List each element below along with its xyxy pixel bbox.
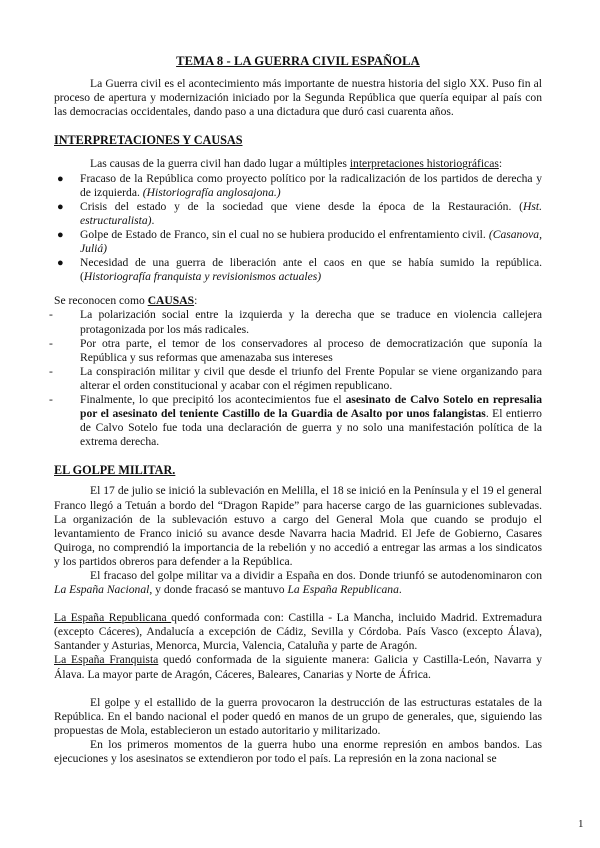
causas-lead-text: Se reconocen como <box>54 294 148 308</box>
dash-icon: - <box>49 308 53 322</box>
list-item-text: Golpe de Estado de Franco, sin el cual no se hubiera producido el enfrentamiento civil. <box>80 227 489 241</box>
paragraph-text: . <box>398 583 402 597</box>
espana-franquista-paragraph <box>54 653 542 681</box>
espana-republicana-paragraph <box>54 611 542 653</box>
lead-colon: : <box>498 157 503 171</box>
list-item-tail: . El entierro de Calvo Sotelo fue toda una declaración de guerra y no solo una manifestación política de la extrema derecha. <box>80 407 542 449</box>
paragraph-text: , y donde fracasó se mantuvo <box>149 583 288 597</box>
list-item-note: Historiografía franquista y revisionismos actuales) <box>83 270 322 284</box>
espana-republicana-text: La España Republicana <box>287 583 399 597</box>
lead-text: Las causas de la guerra civil han dado lugar a múltiples <box>90 157 350 171</box>
paragraph-text: El fracaso del golpe militar va a dividir a España en dos. Donde triunfó se autodenominaron con <box>90 569 542 582</box>
list-item-text: La polarización social entre la izquierda y la derecha que se traduce en violencia callejera protagonizada por los más radicales. <box>80 308 542 336</box>
document-body <box>49 54 542 766</box>
espana-republicana-label: La España Republicana <box>54 611 172 625</box>
calvo-sotelo-bold-text: asesinato de Calvo Sotelo en represalia por el asesinato del teniente Castillo de la Guardia de Asalto por unos falangistas <box>80 392 542 421</box>
page-title: TEMA 8 - LA GUERRA CIVIL ESPAÑOLA <box>176 54 420 68</box>
list-item-text: Finalmente, lo que precipitó los acontecimientos fue el <box>80 392 346 406</box>
golpe-paragraph-3: El golpe y el estallido de la guerra provocaron la destrucción de las estructuras estatales de la República. En el bando nacional el poder quedó en manos de un grupo de generales, que, siguiendo las propuestas de Mola, establecieron un estado autoritario y militarizado. <box>54 695 542 737</box>
espana-nacional-text: La España Nacional <box>54 583 150 597</box>
bullet-icon: ● <box>57 172 64 185</box>
list-item <box>54 256 542 284</box>
list-item <box>49 308 542 336</box>
list-item-note: Hst. estructuralista) <box>80 199 542 227</box>
espana-franquista-label: La España Franquista <box>54 653 159 667</box>
list-item-text: Fracaso de la República como proyecto político por la radicalización de los partidos de derecha y de izquierda. <box>80 171 542 199</box>
section-heading-golpe-militar: EL GOLPE MILITAR. <box>54 463 176 478</box>
list-item-text: Crisis del estado y de la sociedad que viene desde la época de la Restauración. ( <box>80 199 523 213</box>
list-item <box>54 200 542 228</box>
interpretaciones-link-text: interpretaciones historiográficas <box>349 157 499 171</box>
dash-icon: - <box>49 364 53 378</box>
golpe-paragraph-2 <box>54 569 542 597</box>
list-item-note: (Historiografía anglosajona.) <box>142 185 281 199</box>
list-item-tail: . <box>151 213 155 227</box>
page-number: 1 <box>578 818 584 830</box>
interpretaciones-list <box>54 172 542 285</box>
golpe-paragraph-4: En los primeros momentos de la guerra hubo una enorme represión en ambos bandos. Las ejecuciones y los asesinatos se extendieron por todo el país. La represión en la zona nacional se <box>54 737 542 766</box>
list-item-text: La conspiración militar y civil que desde el triunfo del Frente Popular se viene organizando para alterar el orden constitucional y acabar con el régimen republicano. <box>80 364 542 392</box>
list-item <box>49 364 542 393</box>
list-item <box>49 336 542 365</box>
interpretaciones-lead <box>54 157 542 171</box>
list-item-note: (Casanova, Juliá) <box>80 227 542 256</box>
list-item-text: Necesidad de una guerra de liberación ante el caos en que se había sumido la república. ( <box>80 256 542 284</box>
paragraph-text: quedó conformada con: Castilla - La Mancha, incluido Madrid. Extremadura (excepto Cáceres), Andalucía a excepción de Cádiz, Sevilla y Córdoba. País Vasco (excepto Álava), Santander y Asturias, Menorca, Murcia, Valencia, Cataluña y parte de Aragón. <box>54 611 542 653</box>
list-item <box>49 392 542 449</box>
dash-icon: - <box>49 392 53 406</box>
causas-lead <box>54 294 542 308</box>
bullet-icon: ● <box>57 257 64 270</box>
causas-colon: : <box>194 294 198 308</box>
dash-icon: - <box>49 336 53 350</box>
golpe-paragraph-1: El 17 de julio se inició la sublevación en Melilla, el 18 se inició en la Península y el 19 el general Franco llegó a Tetuán a bordo del “Dragon Rapide” para hacerse cargo de las guarniciones sublevadas. La organización de la sublevación estuvo a cargo del General Mola que cuando se produjo el levantamiento de Franco inició su avance desde Navarra hacia Madrid. El Jefe de Gobierno, Casares Quiroga, no comprendió la importancia de la rebelión y no accedió a entregar las armas a los sindicatos y los partidos obreros para defender a la República. <box>54 484 542 568</box>
bullet-icon: ● <box>57 200 64 213</box>
intro-paragraph: La Guerra civil es el acontecimiento más importante de nuestra historia del siglo XX. Puso fin al proceso de apertura y modernización iniciado por la Segunda República que quería equipar al país con las democracias occidentales, dando paso a una dictadura que duró casi cuarenta años. <box>54 77 542 119</box>
list-item <box>54 172 542 200</box>
paragraph-text: quedó conformada de la siguiente manera: Galicia y Castilla-León, Navarra y Álava. La mayor parte de Aragón, Cáceres, Baleares, Canarias y Norte de África. <box>54 653 542 681</box>
bullet-icon: ● <box>57 228 64 241</box>
section-heading-interpretaciones: INTERPRETACIONES Y CAUSAS <box>54 133 243 148</box>
causas-list <box>49 308 542 449</box>
causas-keyword: CAUSAS <box>147 294 195 308</box>
list-item-text: Por otra parte, el temor de los conservadores al proceso de democratización que suponía la República y sus reformas que amenazaba sus intereses <box>80 336 542 364</box>
list-item <box>54 228 542 256</box>
